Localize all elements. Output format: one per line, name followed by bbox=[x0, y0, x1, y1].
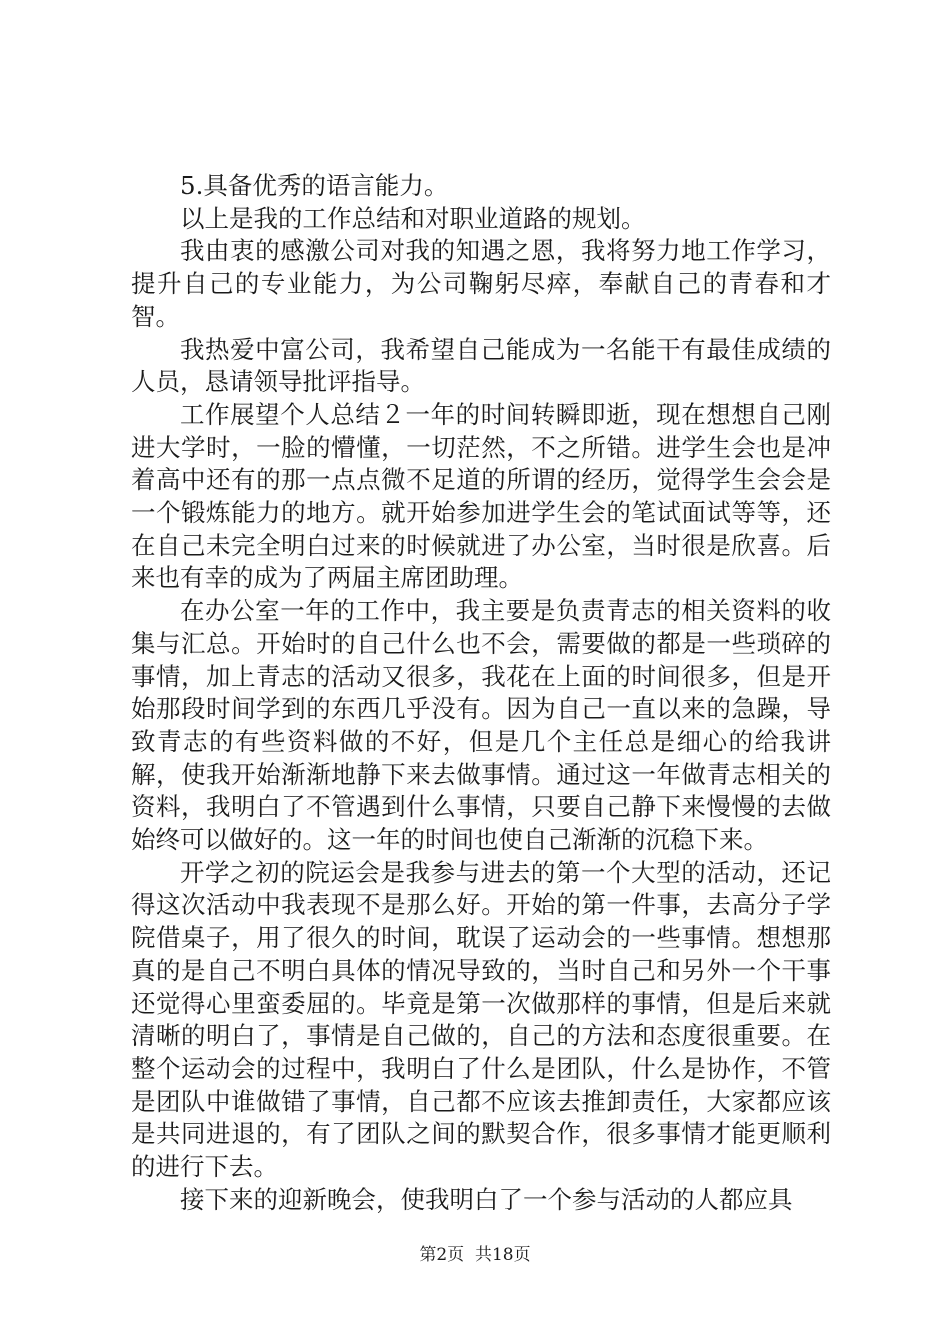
paragraph: 接下来的迎新晚会，使我明白了一个参与活动的人都应具 bbox=[180, 1184, 793, 1214]
paragraph: 在办公室一年的工作中，我主要是负责青志的相关资料的收集与汇总。开始时的自己什么也不会，需要做的都是一些琐碎的事情，加上青志的活动又很多，我花在上面的时间很多，但是开始那段时间学到的东西几乎没有。因为自己一直以来的急躁，导致青志的有些资料做的不好，但是几个主任总是细心的给我讲解，使我开始渐渐地静下来去做事情。通过这一年做青志相关的资料，我明白了不管遇到什么事情，只要自己静下来慢慢的去做始终可以做好的。这一年的时间也使自己渐渐的沉稳下来。 bbox=[131, 596, 831, 855]
paragraph: 5.具备优秀的语言能力。 bbox=[180, 171, 449, 200]
paragraph: 我由衷的感激公司对我的知遇之恩，我将努力地工作学习，提升自己的专业能力，为公司鞠躬尽瘁，奉献自己的青春和才智。 bbox=[131, 236, 831, 331]
paragraph: 工作展望个人总结２一年的时间转瞬即逝，现在想想自己刚进大学时，一脸的懵懂，一切茫然，不之所错。进学生会也是冲着高中还有的那一点点微不足道的所谓的经历，觉得学生会会是一个锻炼能力的地方。就开始参加进学生会的笔试面试等等，还在自己未完全明白过来的时候就进了办公室，当时很是欣喜。后来也有幸的成为了两届主席团助理。 bbox=[131, 399, 831, 593]
document-body bbox=[131, 170, 831, 1217]
paragraph: 我热爱中富公司，我希望自己能成为一名能干有最佳成绩的人员，恳请领导批评指导。 bbox=[131, 334, 831, 397]
page-number-footer: 第2页 共18页 bbox=[419, 1245, 531, 1265]
paragraph: 以上是我的工作总结和对职业道路的规划。 bbox=[180, 203, 646, 233]
paragraph: 开学之初的院运会是我参与进去的第一个大型的活动，还记得这次活动中我表现不是那么好。开始的第一件事，去高分子学院借桌子，用了很久的时间，耽误了运动会的一些事情。想想那真的是自己不明白具体的情况导致的，当时自己和另外一个干事还觉得心里蛮委屈的。毕竟是第一次做那样的事情，但是后来就清晰的明白了，事情是自己做的，自己的方法和态度很重要。在整个运动会的过程中，我明白了什么是团队，什么是协作，不管是团队中谁做错了事情，自己都不应该去推卸责任，大家都应该是共同进退的，有了团队之间的默契合作，很多事情才能更顺利的进行下去。 bbox=[131, 857, 831, 1182]
